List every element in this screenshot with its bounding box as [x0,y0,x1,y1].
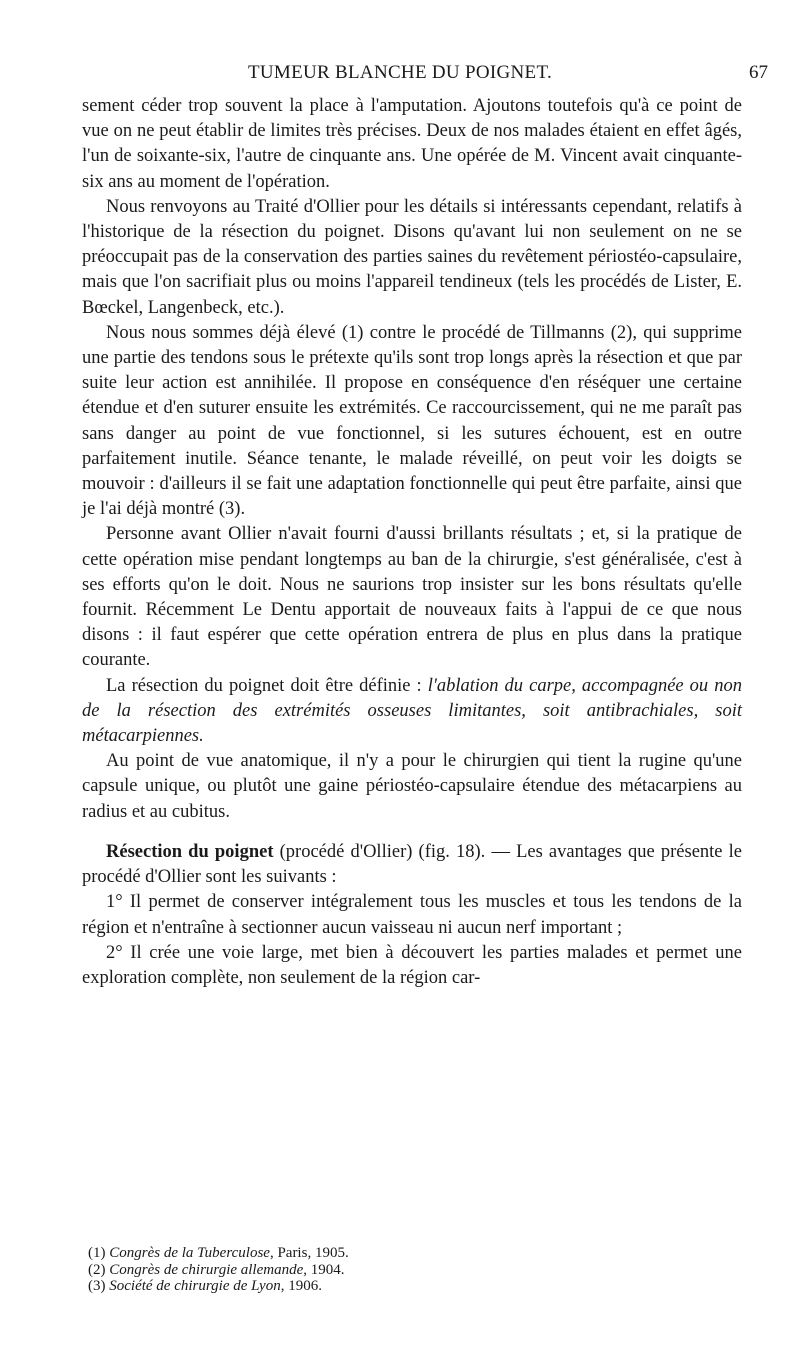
footnote [82,1262,742,1279]
footnote-number: (3) [88,1278,106,1294]
definition-italic: l'ablation du carpe, accompagnée ou non de la résection des extrémités osseuses limitantes, soit antibrachiales, soit métacarpiennes. [82,675,742,747]
footnote-number: (1) [88,1245,106,1261]
paragraph-ollier-results: Personne avant Ollier n'avait fourni d'aussi brillants résultats ; et, si la pratique de cette opération mise pendant longtemps au ban de la chirurgie, s'est généralisée, c'est à ses efforts qu'on le doit. Nous ne saurions trop insister sur les bons résultats qu'elle fournit. Récemment Le Dentu apportait de nouveaux faits à l'appui de ce que nous disons : il faut espérer que cette opération entrera de plus en plus dans la pratique courante. [82,524,742,671]
page-number: 67 [749,62,768,83]
paragraph-section-heading [82,840,742,890]
body-text [82,94,742,991]
section-gap [82,825,742,840]
chapter-title: TUMEUR BLANCHE DU POIGNET. [247,62,553,83]
running-head [0,62,800,92]
footnote-detail: , 1906. [280,1278,322,1294]
definition-lead: La résection du poignet doit être définie : [106,675,428,696]
section-heading: Résection du poignet [106,841,274,862]
footnote-source: Société de chirurgie de Lyon [109,1278,281,1294]
paragraph-tillmanns: Nous nous sommes déjà élevé (1) contre le procédé de Tillmanns (2), qui supprime une partie des tendons sous le prétexte qu'ils sont trop longs après la résection et que par suite leur action est annihilée. Il propose en conséquence d'en réséquer une certaine étendue et d'en suturer ensuite les extrémités. Ce raccourcissement, qui ne me paraît pas sans danger au point de vue fonctionnel, si les sutures échouent, est en outre parfaitement inutile. Séance tenante, le malade réveillé, on peut voir les doigts se mouvoir : d'ailleurs il se fait une adaptation fonctionnelle qui peut être parfaite, ainsi que je l'ai déjà montré (3). [82,322,742,520]
footnote-source: Congrès de la Tuberculose [109,1245,270,1261]
footnote-number: (2) [88,1261,106,1278]
paragraph-advantage-1: 1° Il permet de conserver intégralement tous les muscles et tous les tendons de la région et n'entraîne à sectionner aucun vaisseau ni aucun nerf important ; [82,892,742,938]
paragraph-age-limits: sement céder trop souvent la place à l'amputation. Ajoutons toutefois qu'à ce point de vue on ne peut établir de limites très précises. Deux de nos malades étaient en effet âgés, l'un de soixante-six, l'autre de cinquante ans. Une opérée de M. Vincent avait cinquante-six ans au moment de l'opération. [82,96,742,192]
footnotes [82,1245,742,1295]
footnote [82,1245,742,1262]
paragraph-definition [82,674,742,750]
section-heading-rest: (procédé d'Ollier) (fig. 18). — Les avantages que présente le procédé d'Ollier sont les suivants : [82,841,742,888]
footnote-detail: , 1904. [303,1261,345,1278]
footnote-source: Congrès de chirurgie allemande [109,1261,304,1278]
paragraph-advantage-2: 2° Il crée une voie large, met bien à découvert les parties malades et permet une exploration complète, non seulement de la région car- [82,942,742,988]
paragraph-anatomy: Au point de vue anatomique, il n'y a pour le chirurgien qui tient la rugine qu'une capsule unique, ou plutôt une gaine périostéo-capsulaire étendue des métacarpiens au radius et au cubitus. [82,751,742,822]
footnote-detail: , Paris, 1905. [269,1245,349,1261]
footnote [82,1278,742,1295]
paragraph-historique: Nous renvoyons au Traité d'Ollier pour les détails si intéressants cependant, relatifs à l'historique de la résection du poignet. Disons qu'avant lui non seulement on ne se préoccupait pas de la conservation des parties saines du revêtement périostéo-capsulaire, mais que l'on sacrifiait plus ou moins l'appareil tendineux (tels les procédés de Lister, E. Bœckel, Langenbeck, etc.). [82,196,742,318]
